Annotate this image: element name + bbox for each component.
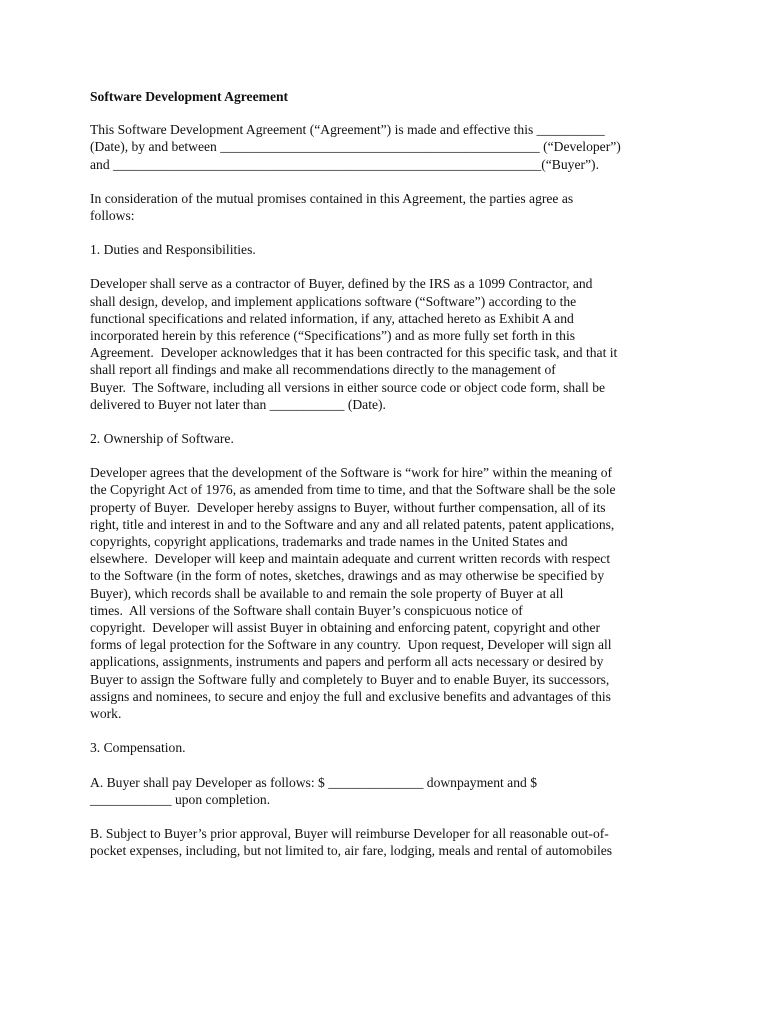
consideration-paragraph [90, 190, 680, 224]
section-3b-line: B. Subject to Buyer’s prior approval, Buyer will reimburse Developer for all reasonable out-of- [90, 825, 609, 841]
section-2-paragraph [90, 464, 680, 722]
document-page [90, 88, 680, 876]
section-2-heading: 2. Ownership of Software. [90, 431, 234, 447]
consideration-line: follows: [90, 208, 135, 224]
intro-paragraph [90, 121, 680, 173]
section-3a-line: A. Buyer shall pay Developer as follows: $ ______________ downpayment and $ [90, 774, 538, 790]
section-1-line: incorporated herein by this reference (“Specifications”) and as more fully set forth in this [90, 328, 576, 344]
section-1-line: functional specifications and related information, if any, attached hereto as Exhibit A and [90, 310, 574, 326]
section-2-line: property of Buyer. Developer hereby assigns to Buyer, without further compensation, all of its [90, 499, 606, 515]
consideration-line: In consideration of the mutual promises contained in this Agreement, the parties agree as [90, 190, 574, 206]
section-3a-paragraph [90, 774, 680, 808]
section-2-line: copyright. Developer will assist Buyer in obtaining and enforcing patent, copyright and other [90, 620, 601, 636]
intro-line: This Software Development Agreement (“Agreement”) is made and effective this __________ [90, 122, 605, 138]
section-3a-line: ____________ upon completion. [90, 791, 271, 807]
section-2-line: to the Software (in the form of notes, sketches, drawings and as may otherwise be specified by [90, 568, 605, 584]
section-2-line: right, title and interest in and to the Software and any and all related patents, patent applications, [90, 516, 615, 532]
document-title: Software Development Agreement [90, 89, 289, 104]
section-2-line: applications, assignments, instruments and papers and perform all acts necessary or desired by [90, 654, 604, 670]
section-1-line: Agreement. Developer acknowledges that it has been contracted for this specific task, and that it [90, 345, 618, 361]
section-1-line: delivered to Buyer not later than ___________ (Date). [90, 396, 386, 412]
section-1-line: shall report all findings and make all recommendations directly to the management of [90, 362, 556, 378]
section-3b-paragraph [90, 825, 680, 859]
intro-line: (Date), by and between _______________________________________________ (“Developer”) [90, 139, 621, 155]
section-1-line: Buyer. The Software, including all versions in either source code or object code form, shall be [90, 379, 606, 395]
section-1-paragraph [90, 275, 680, 413]
section-2-line: the Copyright Act of 1976, as amended from time to time, and that the Software shall be the sole [90, 482, 616, 498]
section-2-line: copyrights, copyright applications, trademarks and trade names in the United States and [90, 534, 568, 550]
section-1-line: Developer shall serve as a contractor of Buyer, defined by the IRS as a 1099 Contractor, and [90, 276, 593, 292]
section-2-line: Buyer), which records shall be available to and remain the sole property of Buyer at all [90, 585, 564, 601]
section-1-line: shall design, develop, and implement applications software (“Software”) according to the [90, 293, 577, 309]
section-3b-line: pocket expenses, including, but not limited to, air fare, lodging, meals and rental of automobiles [90, 843, 613, 859]
section-2-line: forms of legal protection for the Software in any country. Upon request, Developer will sign all [90, 637, 612, 653]
section-2-line: assigns and nominees, to secure and enjoy the full and exclusive benefits and advantages of this [90, 688, 611, 704]
intro-line: and _______________________________________________________________(“Buyer”). [90, 156, 599, 172]
section-2-line: times. All versions of the Software shall contain Buyer’s conspicuous notice of [90, 602, 523, 618]
section-2-line: work. [90, 706, 122, 722]
section-2-line: Buyer to assign the Software fully and completely to Buyer and to enable Buyer, its successors, [90, 671, 610, 687]
section-3-heading: 3. Compensation. [90, 740, 186, 756]
section-2-line: Developer agrees that the development of the Software is “work for hire” within the meaning of [90, 465, 613, 481]
section-2-line: elsewhere. Developer will keep and maintain adequate and current written records with respect [90, 551, 611, 567]
section-1-heading: 1. Duties and Responsibilities. [90, 242, 256, 258]
